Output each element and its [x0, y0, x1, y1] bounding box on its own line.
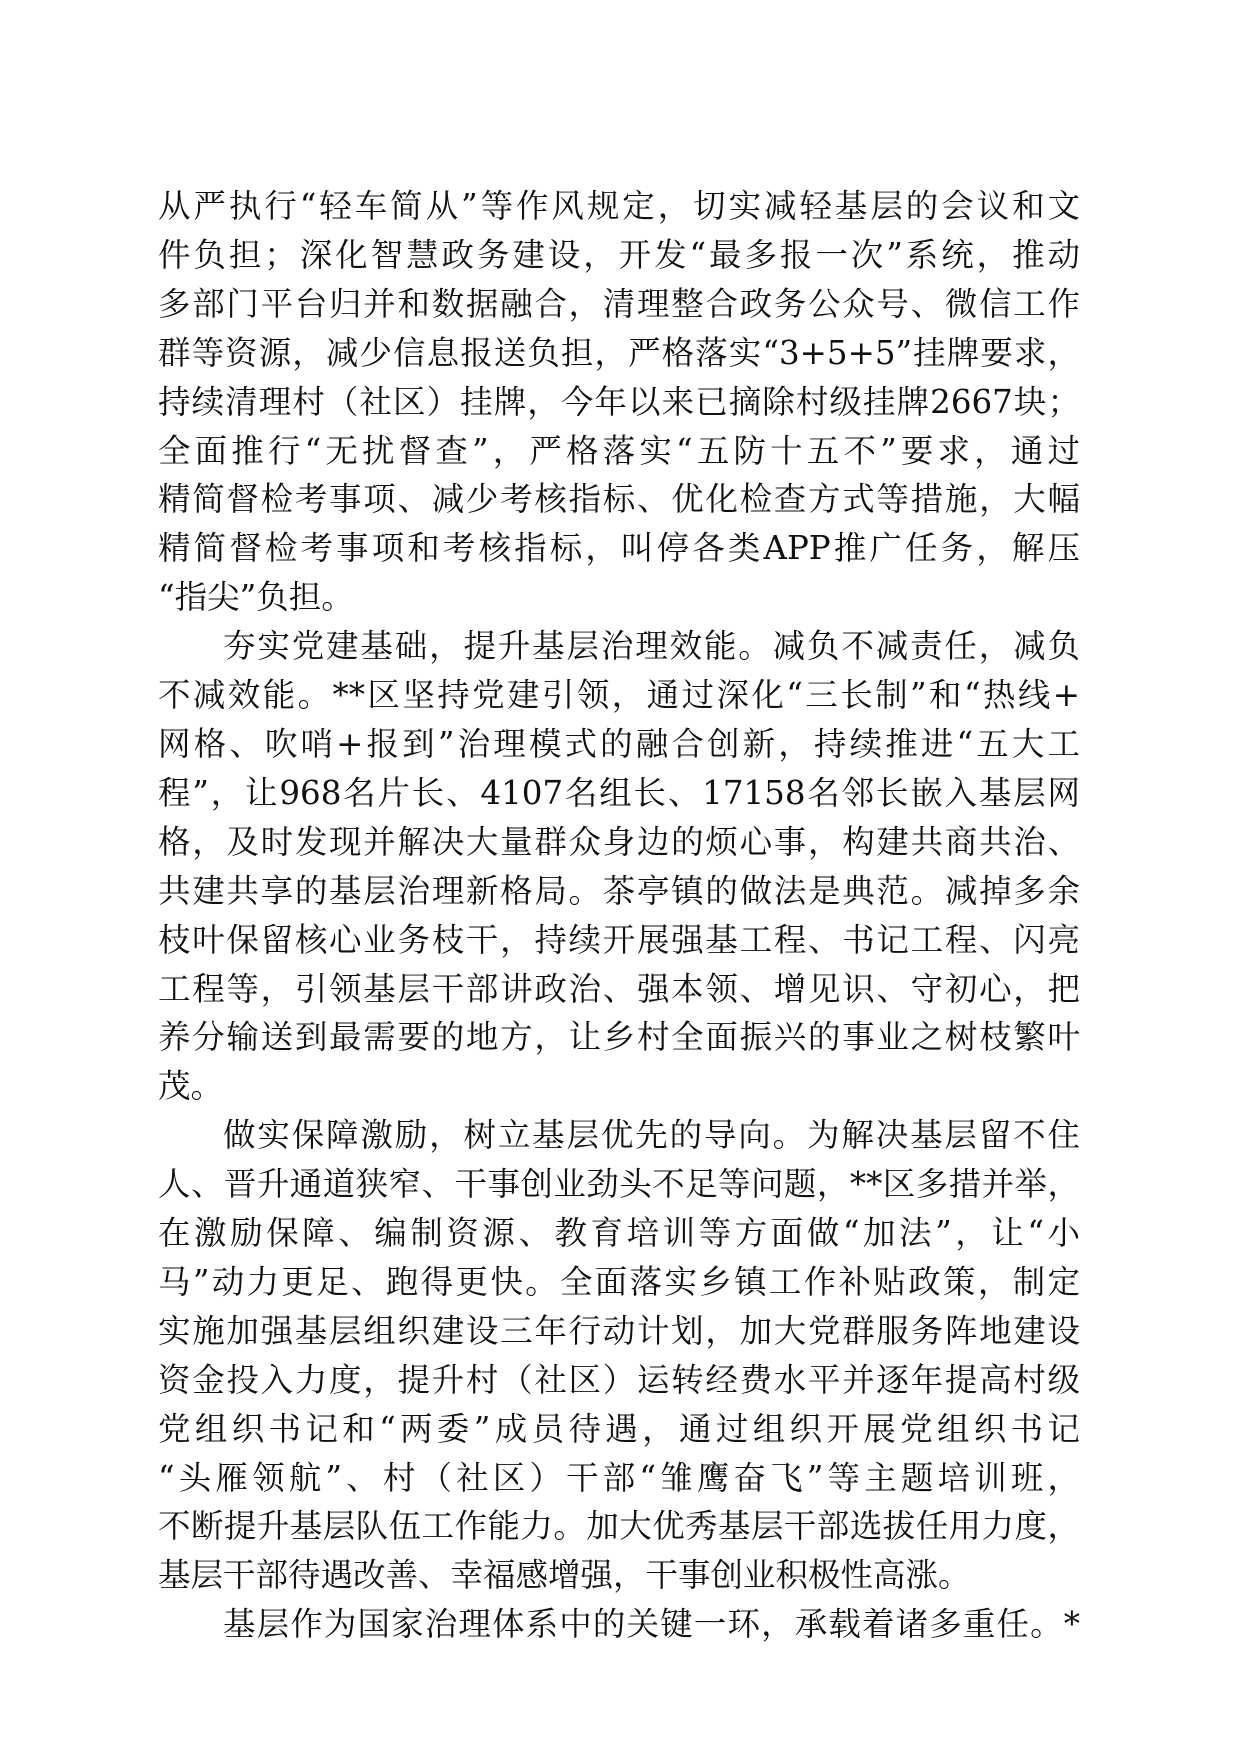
- text-line: 在激励保障、编制资源、教育培训等方面做“加法”，让“小: [158, 1214, 1080, 1253]
- text-line: 党组织书记和“两委”成员待遇，通过组织开展党组织书记: [158, 1409, 1080, 1448]
- text-line: 人、晋升通道狭窄、干事创业劲头不足等问题，**区多措并举，: [158, 1165, 1080, 1204]
- text-line: 工程等，引领基层干部讲政治、强本领、增见识、守初心，把: [158, 969, 1080, 1008]
- text-line: 夯实党建基础，提升基层治理效能。减负不减责任，减负: [223, 627, 1080, 666]
- text-line: 格，及时发现并解决大量群众身边的烦心事，构建共商共治、: [158, 822, 1080, 861]
- text-line: “指尖”负担。: [158, 578, 354, 617]
- text-line: 枝叶保留核心业务枝干，持续开展强基工程、书记工程、闪亮: [158, 920, 1080, 959]
- text-line: 持续清理村（社区）挂牌，今年以来已摘除村级挂牌2667块；: [158, 382, 1080, 421]
- text-line: 实施加强基层组织建设三年行动计划，加大党群服务阵地建设: [158, 1311, 1080, 1350]
- text-line: 基层作为国家治理体系中的关键一环，承载着诸多重任。*: [223, 1605, 1080, 1644]
- text-line: 资金投入力度，提升村（社区）运转经费水平并逐年提高村级: [158, 1360, 1080, 1399]
- text-line: 马”动力更足、跑得更快。全面落实乡镇工作补贴政策，制定: [158, 1262, 1080, 1301]
- text-line: 群等资源，减少信息报送负担，严格落实“3+5+5”挂牌要求，: [158, 333, 1080, 372]
- text-line: 全面推行“无扰督查”，严格落实“五防十五不”要求，通过: [158, 431, 1080, 470]
- text-line: 程”，让968名片长、4107名组长、17158名邻长嵌入基层网: [158, 773, 1080, 812]
- text-line: 不减效能。**区坚持党建引领，通过深化“三长制”和“热线+: [158, 676, 1080, 715]
- text-line: 精简督检考事项和考核指标，叫停各类APP推广任务，解压: [158, 529, 1080, 568]
- text-line: 件负担；深化智慧政务建设，开发“最多报一次”系统，推动: [158, 235, 1080, 274]
- text-line: 不断提升基层队伍工作能力。加大优秀基层干部选拔任用力度，: [158, 1507, 1080, 1546]
- text-line: 精简督检考事项、减少考核指标、优化检查方式等措施，大幅: [158, 480, 1080, 519]
- text-line: 基层干部待遇改善、幸福感增强，干事创业积极性高涨。: [158, 1556, 971, 1595]
- text-line: 做实保障激励，树立基层优先的导向。为解决基层留不住: [223, 1116, 1080, 1155]
- text-line: 茂。: [158, 1067, 224, 1106]
- text-line: 从严执行“轻车简从”等作风规定，切实减轻基层的会议和文: [158, 187, 1080, 225]
- text-line: 共建共享的基层治理新格局。茶亭镇的做法是典范。减掉多余: [158, 871, 1080, 910]
- text-line: “头雁领航”、村（社区）干部“雏鹰奋飞”等主题培训班，: [158, 1458, 1080, 1497]
- text-line: 多部门平台归并和数据融合，清理整合政务公众号、微信工作: [158, 284, 1080, 323]
- text-line: 养分输送到最需要的地方，让乡村全面振兴的事业之树枝繁叶: [158, 1018, 1080, 1057]
- document-body: [158, 182, 1080, 1649]
- text-line: 网格、吹哨+报到”治理模式的融合创新，持续推进“五大工: [158, 724, 1080, 763]
